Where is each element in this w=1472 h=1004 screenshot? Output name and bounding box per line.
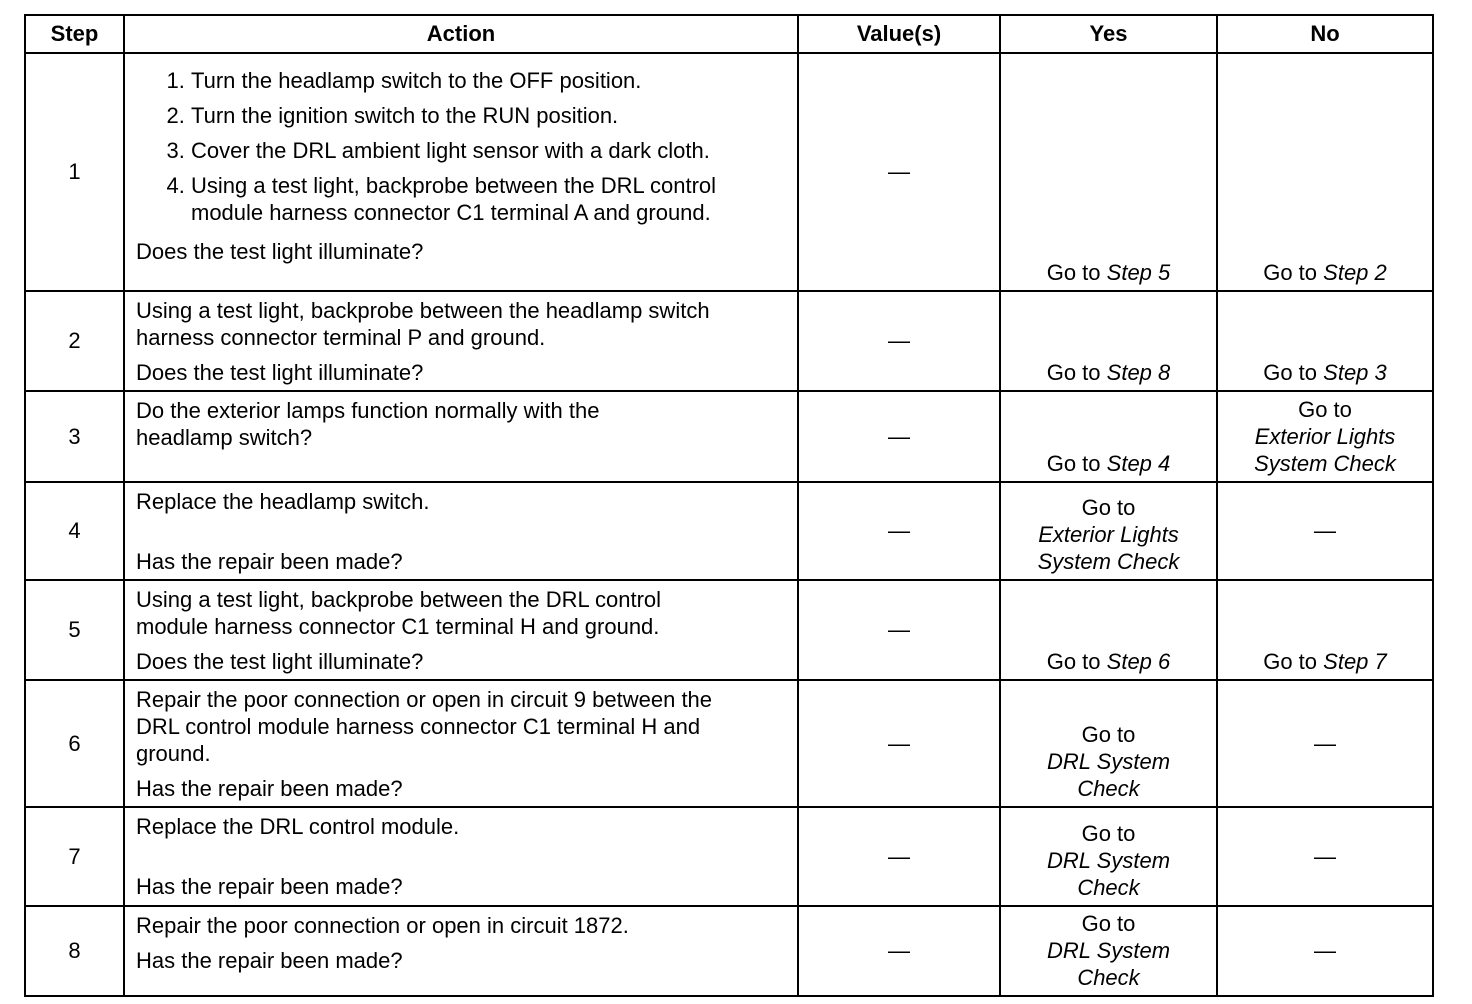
no-cell: — xyxy=(1217,906,1433,996)
no-target-line-1: Exterior Lights xyxy=(1254,424,1396,449)
no-target: Step 3 xyxy=(1323,360,1387,385)
yes-target: Step 5 xyxy=(1106,260,1171,285)
no-prefix: Go to xyxy=(1298,397,1352,422)
no-target: Step 2 xyxy=(1323,260,1387,285)
question: Has the repair been made? xyxy=(136,549,403,574)
question: Does the test light illuminate? xyxy=(136,360,424,385)
list-item: 1. Turn the headlamp switch to the OFF position. xyxy=(191,67,789,94)
action-text: Repair the poor connection or open in circuit 9 between the DRL control module harness connector C1 terminal H and ground. xyxy=(136,687,713,766)
value-cell: — xyxy=(798,807,1000,906)
table-row xyxy=(25,807,1433,906)
header-step: Step xyxy=(25,15,124,53)
no-cell xyxy=(1217,53,1433,291)
yes-target-line-1: DRL System xyxy=(1046,938,1171,963)
header-action: Action xyxy=(124,15,798,53)
yes-target-line-2: Check xyxy=(1077,776,1140,801)
no-cell: — xyxy=(1217,807,1433,906)
yes-target-line-1: DRL System xyxy=(1046,749,1171,774)
action-text: Replace the headlamp switch. xyxy=(136,489,430,514)
no-cell: — xyxy=(1217,680,1433,807)
action-cell xyxy=(124,906,798,996)
yes-target-line-2: Check xyxy=(1077,965,1140,990)
action-cell xyxy=(124,53,798,291)
list-item: 4. Using a test light, backprobe between the DRL control module harness connector C1 terminal A and ground. xyxy=(191,172,769,226)
list-item: 2. Turn the ignition switch to the RUN position. xyxy=(191,102,789,129)
yes-prefix: Go to xyxy=(1081,495,1136,520)
yes-target-line-2: Check xyxy=(1077,875,1140,900)
step-number: 6 xyxy=(25,680,124,807)
question: Has the repair been made? xyxy=(136,874,403,899)
yes-target-line-2: System Check xyxy=(1037,549,1180,574)
no-prefix: Go to xyxy=(1263,360,1318,385)
no-cell xyxy=(1217,580,1433,680)
step-number: 7 xyxy=(25,807,124,906)
action-text: Repair the poor connection or open in circuit 1872. xyxy=(136,913,629,938)
yes-prefix: Go to xyxy=(1046,649,1101,674)
yes-target: Step 6 xyxy=(1106,649,1171,674)
yes-cell xyxy=(1000,53,1217,291)
action-cell xyxy=(124,291,798,391)
action-cell xyxy=(124,807,798,906)
header-no: No xyxy=(1217,15,1433,53)
header-values: Value(s) xyxy=(798,15,1000,53)
list-item: 3. Cover the DRL ambient light sensor with a dark cloth. xyxy=(191,137,789,164)
yes-prefix: Go to xyxy=(1046,360,1101,385)
step-number: 1 xyxy=(25,53,124,291)
value-cell: — xyxy=(798,906,1000,996)
no-prefix: Go to xyxy=(1263,649,1318,674)
yes-target-line-1: Exterior Lights xyxy=(1038,522,1179,547)
table-row xyxy=(25,580,1433,680)
yes-target: Step 4 xyxy=(1106,451,1171,476)
step-number: 8 xyxy=(25,906,124,996)
table-row xyxy=(25,291,1433,391)
value-cell: — xyxy=(798,580,1000,680)
action-text: Using a test light, backprobe between the headlamp switch harness connector terminal P and ground. xyxy=(136,298,710,350)
action-text: Using a test light, backprobe between the DRL control module harness connector C1 terminal H and ground. xyxy=(136,587,662,639)
yes-cell xyxy=(1000,906,1217,996)
yes-cell xyxy=(1000,680,1217,807)
table-row xyxy=(25,482,1433,580)
yes-prefix: Go to xyxy=(1081,722,1136,747)
value-cell: — xyxy=(798,291,1000,391)
no-target: Step 7 xyxy=(1323,649,1387,674)
no-prefix: Go to xyxy=(1263,260,1318,285)
header-yes: Yes xyxy=(1000,15,1217,53)
table-row xyxy=(25,53,1433,291)
question: Does the test light illuminate? xyxy=(136,239,424,264)
diagnostic-table xyxy=(24,14,1434,997)
header-row xyxy=(25,15,1433,53)
question: Has the repair been made? xyxy=(136,948,403,973)
table-row xyxy=(25,680,1433,807)
action-text: Replace the DRL control module. xyxy=(136,814,460,839)
yes-prefix: Go to xyxy=(1081,911,1136,936)
step-number: 3 xyxy=(25,391,124,482)
yes-prefix: Go to xyxy=(1046,451,1101,476)
value-cell: — xyxy=(798,53,1000,291)
yes-cell xyxy=(1000,482,1217,580)
no-cell xyxy=(1217,291,1433,391)
no-cell xyxy=(1217,391,1433,482)
action-text: Do the exterior lamps function normally with the headlamp switch? xyxy=(136,398,600,450)
action-cell xyxy=(124,391,798,482)
yes-prefix: Go to xyxy=(1046,260,1101,285)
value-cell: — xyxy=(798,680,1000,807)
yes-cell xyxy=(1000,391,1217,482)
step-number: 5 xyxy=(25,580,124,680)
yes-target: Step 8 xyxy=(1106,360,1171,385)
action-cell xyxy=(124,680,798,807)
action-cell xyxy=(124,482,798,580)
value-cell: — xyxy=(798,391,1000,482)
table-row xyxy=(25,906,1433,996)
yes-cell xyxy=(1000,291,1217,391)
action-list xyxy=(136,67,789,226)
no-target-line-2: System Check xyxy=(1254,451,1396,476)
question: Does the test light illuminate? xyxy=(136,649,424,674)
yes-target-line-1: DRL System xyxy=(1046,848,1171,873)
table-row xyxy=(25,391,1433,482)
yes-cell xyxy=(1000,580,1217,680)
step-number: 4 xyxy=(25,482,124,580)
yes-cell xyxy=(1000,807,1217,906)
yes-prefix: Go to xyxy=(1081,821,1136,846)
value-cell: — xyxy=(798,482,1000,580)
no-cell: — xyxy=(1217,482,1433,580)
step-number: 2 xyxy=(25,291,124,391)
question: Has the repair been made? xyxy=(136,776,403,801)
action-cell xyxy=(124,580,798,680)
